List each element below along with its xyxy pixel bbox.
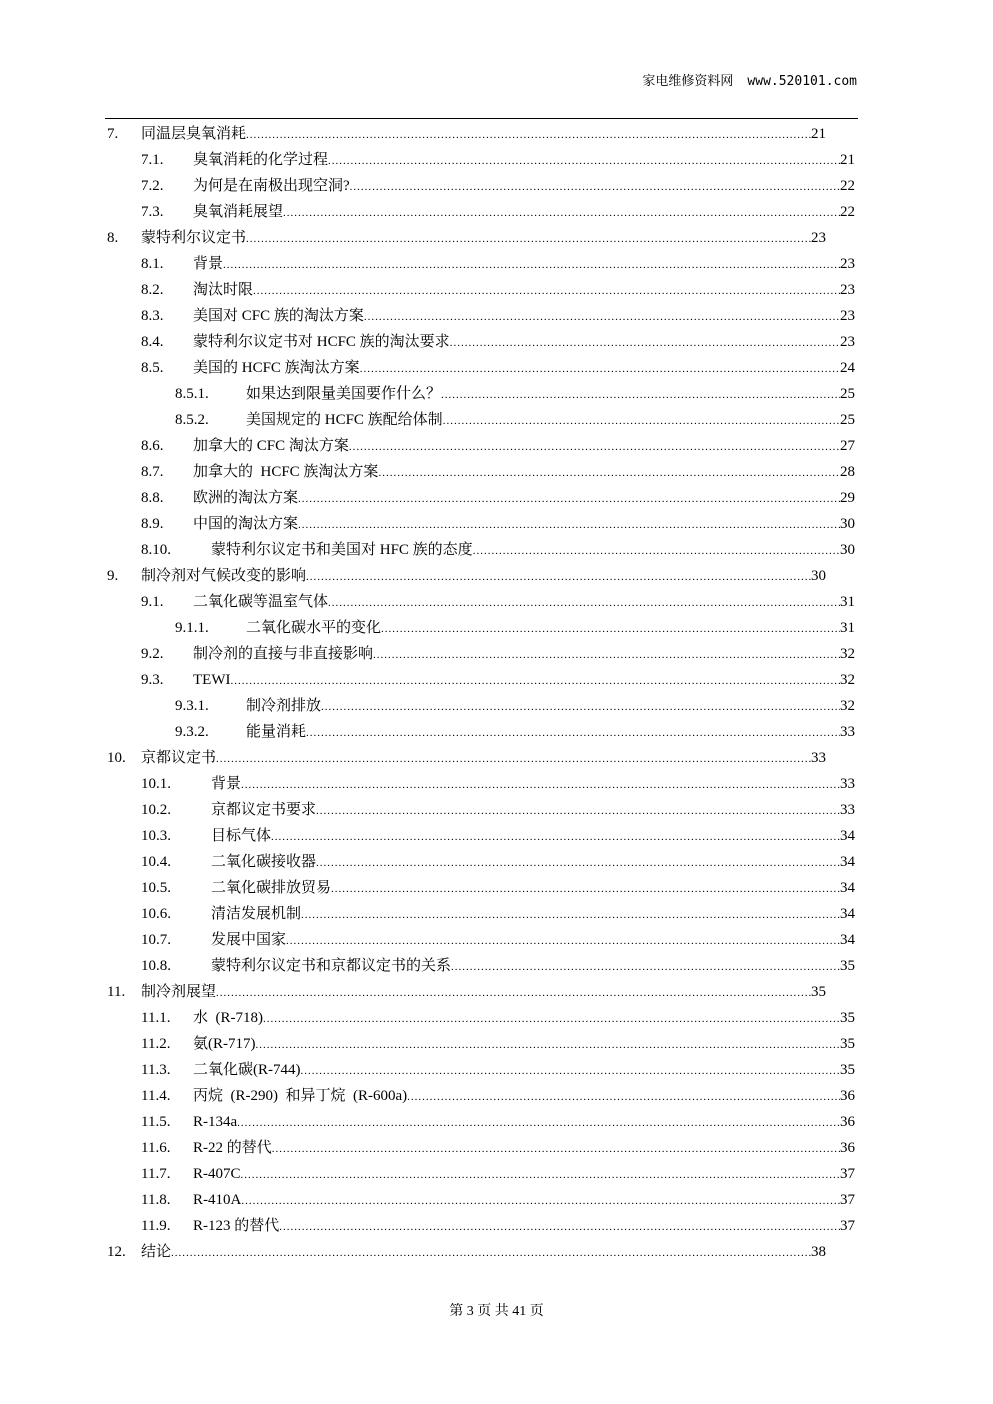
- toc-dot-leader: [450, 330, 840, 356]
- toc-dot-leader: [373, 642, 840, 668]
- toc-entry-title: 目标气体: [211, 828, 272, 844]
- toc-entry[interactable]: [0, 641, 993, 667]
- toc-entry[interactable]: [0, 277, 993, 303]
- toc-entry[interactable]: [0, 953, 993, 979]
- toc-entry-number: 9.1.: [141, 594, 164, 610]
- toc-dot-leader: [316, 850, 840, 876]
- toc-entry-number: 9.3.2.: [175, 724, 209, 740]
- toc-entry-page: 30: [840, 516, 855, 532]
- toc-dot-leader: [246, 226, 811, 252]
- toc-entry-title: 二氧化碳(R-744): [193, 1062, 301, 1078]
- toc-entry[interactable]: [0, 303, 993, 329]
- toc-entry[interactable]: [0, 251, 993, 277]
- toc-dot-leader: [328, 148, 840, 174]
- toc-entry-page: 31: [840, 594, 855, 610]
- toc-entry[interactable]: [0, 433, 993, 459]
- toc-entry-number: 9.1.1.: [175, 620, 209, 636]
- toc-entry-number: 9.: [107, 568, 119, 584]
- toc-entry-number: 11.7.: [141, 1166, 171, 1182]
- toc-entry-number: 8.8.: [141, 490, 164, 506]
- toc-entry[interactable]: [0, 537, 993, 563]
- toc-entry-title: 制冷剂展望: [141, 984, 217, 1000]
- toc-entry-page: 23: [811, 230, 826, 246]
- toc-entry-number: 8.5.: [141, 360, 164, 376]
- toc-entry-number: 8.9.: [141, 516, 164, 532]
- toc-entry[interactable]: [0, 615, 993, 641]
- toc-entry[interactable]: [0, 1005, 993, 1031]
- toc-entry-page: 23: [840, 308, 855, 324]
- toc-entry[interactable]: [0, 1083, 993, 1109]
- toc-dot-leader: [253, 278, 840, 304]
- page-header: [105, 70, 857, 96]
- toc-entry-number: 8.3.: [141, 308, 164, 324]
- toc-entry-number: 11.: [107, 984, 126, 1000]
- toc-dot-leader: [364, 304, 840, 330]
- page-footer: 第 3 页 共 41 页: [449, 1304, 544, 1319]
- toc-dot-leader: [331, 876, 840, 902]
- toc-entry-title: 能量消耗: [246, 724, 307, 740]
- toc-dot-leader: [441, 382, 840, 408]
- toc-entry-page: 38: [811, 1244, 826, 1260]
- toc-entry-title: 欧洲的淘汰方案: [193, 490, 299, 506]
- toc-dot-leader: [301, 902, 840, 928]
- toc-entry-number: 10.7.: [141, 932, 171, 948]
- toc-entry[interactable]: [0, 667, 993, 693]
- toc-entry-page: 35: [840, 1036, 855, 1052]
- toc-entry[interactable]: [0, 745, 993, 771]
- toc-dot-leader: [230, 668, 840, 694]
- toc-entry-title: 如果达到限量美国要作什么？: [246, 386, 442, 402]
- toc-entry-page: 29: [840, 490, 855, 506]
- toc-entry[interactable]: [0, 875, 993, 901]
- toc-entry[interactable]: [0, 485, 993, 511]
- toc-entry-number: 7.2.: [141, 178, 164, 194]
- toc-entry[interactable]: [0, 1057, 993, 1083]
- toc-entry[interactable]: [0, 355, 993, 381]
- toc-entry-title: 中国的淘汰方案: [193, 516, 299, 532]
- toc-dot-leader: [407, 1084, 840, 1110]
- toc-entry-number: 9.3.: [141, 672, 164, 688]
- toc-entry[interactable]: [0, 381, 993, 407]
- toc-entry[interactable]: [0, 979, 993, 1005]
- toc-entry-title: R-123 的替代: [193, 1218, 280, 1234]
- toc-entry-number: 11.1.: [141, 1010, 171, 1026]
- toc-entry-number: 11.2.: [141, 1036, 171, 1052]
- toc-entry-title: 蒙特利尔议定书和美国对 HFC 族的态度: [211, 542, 473, 558]
- toc-entry-page: 22: [840, 178, 855, 194]
- toc-dot-leader: [328, 590, 840, 616]
- toc-dot-leader: [241, 1188, 840, 1214]
- toc-dot-leader: [360, 356, 840, 382]
- toc-entry-number: 8.: [107, 230, 119, 246]
- toc-entry-page: 31: [840, 620, 855, 636]
- toc-entry-number: 11.6.: [141, 1140, 171, 1156]
- toc-dot-leader: [451, 954, 840, 980]
- toc-entry-number: 8.10.: [141, 542, 171, 558]
- toc-entry-title: R-407C: [193, 1166, 241, 1182]
- toc-entry-page: 32: [840, 646, 855, 662]
- toc-entry-number: 8.2.: [141, 282, 164, 298]
- toc-entry-page: 33: [840, 724, 855, 740]
- header-divider: [105, 118, 858, 119]
- toc-entry-number: 11.8.: [141, 1192, 171, 1208]
- toc-entry-title: R-22 的替代: [193, 1140, 272, 1156]
- toc-entry-page: 34: [840, 854, 855, 870]
- toc-entry-title: 丙烷 (R-290) 和异丁烷 (R-600a): [193, 1088, 408, 1104]
- toc-entry-page: 35: [840, 1010, 855, 1026]
- toc-entry-page: 33: [811, 750, 826, 766]
- toc-entry-page: 21: [840, 152, 855, 168]
- toc-entry-number: 8.4.: [141, 334, 164, 350]
- toc-entry-number: 12.: [107, 1244, 126, 1260]
- toc-dot-leader: [298, 512, 840, 538]
- toc-entry-page: 32: [840, 698, 855, 714]
- toc-entry-number: 8.7.: [141, 464, 164, 480]
- toc-entry-title: 美国对 CFC 族的淘汰方案: [193, 308, 364, 324]
- toc-dot-leader: [349, 434, 840, 460]
- toc-entry-page: 25: [840, 386, 855, 402]
- toc-entry-title: 加拿大的 HCFC 族淘汰方案: [193, 464, 379, 480]
- toc-entry[interactable]: [0, 329, 993, 355]
- toc-entry[interactable]: [0, 797, 993, 823]
- toc-entry-title: 加拿大的 CFC 淘汰方案: [193, 438, 349, 454]
- toc-entry-page: 27: [840, 438, 855, 454]
- header-site-url[interactable]: www.520101.com: [747, 74, 857, 89]
- toc-dot-leader: [216, 980, 811, 1006]
- toc-entry[interactable]: [0, 1239, 993, 1265]
- toc-dot-leader: [321, 694, 840, 720]
- toc-entry-page: 34: [840, 906, 855, 922]
- toc-entry-page: 30: [811, 568, 826, 584]
- toc-dot-leader: [350, 174, 840, 200]
- toc-entry-page: 30: [840, 542, 855, 558]
- toc-dot-leader: [443, 408, 840, 434]
- toc-entry-title: 结论: [141, 1244, 172, 1260]
- toc-dot-leader: [473, 538, 840, 564]
- toc-entry-number: 10.3.: [141, 828, 171, 844]
- toc-entry-title: 蒙特利尔议定书: [141, 230, 247, 246]
- toc-entry-number: 7.3.: [141, 204, 164, 220]
- toc-entry-page: 23: [840, 256, 855, 272]
- toc-dot-leader: [283, 200, 840, 226]
- toc-entry-title: 制冷剂排放: [246, 698, 322, 714]
- toc-entry-page: 36: [840, 1140, 855, 1156]
- toc-entry-number: 11.9.: [141, 1218, 171, 1234]
- toc-entry[interactable]: [0, 1031, 993, 1057]
- toc-entry-title: 臭氧消耗的化学过程: [193, 152, 329, 168]
- toc-entry-number: 10.: [107, 750, 126, 766]
- toc-entry-page: 35: [811, 984, 826, 1000]
- toc-entry-title: 背景: [211, 776, 242, 792]
- toc-entry-page: 32: [840, 672, 855, 688]
- toc-entry[interactable]: [0, 1187, 993, 1213]
- toc-entry-page: 37: [840, 1218, 855, 1234]
- toc-entry-title: 美国的 HCFC 族淘汰方案: [193, 360, 360, 376]
- toc-entry-page: 34: [840, 932, 855, 948]
- toc-entry-number: 8.5.1.: [175, 386, 209, 402]
- toc-dot-leader: [381, 616, 840, 642]
- toc-dot-leader: [298, 486, 840, 512]
- toc-entry-title: 氨(R-717): [193, 1036, 256, 1052]
- toc-entry[interactable]: [0, 511, 993, 537]
- toc-entry-page: 33: [840, 776, 855, 792]
- toc-entry-title: 为何是在南极出现空洞?: [193, 178, 350, 194]
- toc-entry-page: 36: [840, 1088, 855, 1104]
- toc-entry-page: 37: [840, 1166, 855, 1182]
- toc-entry-number: 10.2.: [141, 802, 171, 818]
- toc-entry-number: 11.5.: [141, 1114, 171, 1130]
- toc-entry-title: R-410A: [193, 1192, 242, 1208]
- toc-dot-leader: [316, 798, 840, 824]
- toc-entry-number: 9.3.1.: [175, 698, 209, 714]
- toc-entry-number: 10.1.: [141, 776, 171, 792]
- toc-entry-title: TEWI: [193, 672, 231, 688]
- toc-entry-title: 美国规定的 HCFC 族配给体制: [246, 412, 443, 428]
- toc-entry-title: R-134a: [193, 1114, 238, 1130]
- toc-entry-page: 28: [840, 464, 855, 480]
- toc-dot-leader: [301, 1058, 841, 1084]
- toc-dot-leader: [279, 1214, 840, 1240]
- toc-entry[interactable]: [0, 459, 993, 485]
- toc-entry-page: 24: [840, 360, 855, 376]
- toc-entry-page: 34: [840, 880, 855, 896]
- toc-entry-page: 35: [840, 1062, 855, 1078]
- toc-entry[interactable]: [0, 225, 993, 251]
- toc-entry[interactable]: [0, 719, 993, 745]
- toc-dot-leader: [306, 564, 811, 590]
- toc-entry-page: 23: [840, 334, 855, 350]
- toc-entry-title: 京都议定书要求: [211, 802, 317, 818]
- toc-entry-number: 9.2.: [141, 646, 164, 662]
- toc-entry[interactable]: [0, 1135, 993, 1161]
- toc-entry-title: 臭氧消耗展望: [193, 204, 284, 220]
- header-site-name: 家电维修资料网: [642, 74, 734, 89]
- toc-entry-title: 二氧化碳排放贸易: [211, 880, 332, 896]
- toc-entry-number: 10.4.: [141, 854, 171, 870]
- toc-entry[interactable]: [0, 823, 993, 849]
- toc-entry[interactable]: [0, 199, 993, 225]
- toc-entry-title: 水 (R-718): [193, 1010, 263, 1026]
- toc-entry-page: 23: [840, 282, 855, 298]
- toc-dot-leader: [286, 928, 840, 954]
- toc-entry[interactable]: [0, 121, 993, 147]
- toc-entry-page: 21: [811, 126, 826, 142]
- toc-entry[interactable]: [0, 1213, 993, 1239]
- toc-entry-number: 10.6.: [141, 906, 171, 922]
- toc-dot-leader: [246, 122, 811, 148]
- toc-entry-title: 蒙特利尔议定书对 HCFC 族的淘汰要求: [193, 334, 450, 350]
- toc-entry[interactable]: [0, 901, 993, 927]
- toc-dot-leader: [223, 252, 840, 278]
- toc-entry-number: 7.: [107, 126, 119, 142]
- toc-entry-number: 8.6.: [141, 438, 164, 454]
- toc-entry-title: 制冷剂对气候改变的影响: [141, 568, 307, 584]
- toc-entry-number: 11.4.: [141, 1088, 171, 1104]
- toc-entry-number: 7.1.: [141, 152, 164, 168]
- toc-entry-title: 淘汰时限: [193, 282, 254, 298]
- toc-entry[interactable]: [0, 173, 993, 199]
- toc-entry[interactable]: [0, 1109, 993, 1135]
- toc-entry[interactable]: [0, 407, 993, 433]
- toc-entry[interactable]: [0, 147, 993, 173]
- toc-dot-leader: [256, 1032, 841, 1058]
- toc-entry-title: 二氧化碳接收器: [211, 854, 317, 870]
- toc-entry-number: 10.8.: [141, 958, 171, 974]
- toc-entry-title: 发展中国家: [211, 932, 287, 948]
- toc-dot-leader: [241, 772, 840, 798]
- toc-dot-leader: [237, 1110, 840, 1136]
- toc-dot-leader: [306, 720, 840, 746]
- toc-dot-leader: [171, 1240, 811, 1266]
- toc-entry[interactable]: [0, 693, 993, 719]
- toc-entry-page: 22: [840, 204, 855, 220]
- toc-entry-number: 11.3.: [141, 1062, 171, 1078]
- toc-entry-number: 8.5.2.: [175, 412, 209, 428]
- toc-entry-title: 制冷剂的直接与非直接影响: [193, 646, 374, 662]
- toc-entry-title: 背景: [193, 256, 224, 272]
- toc-entry-page: 37: [840, 1192, 855, 1208]
- toc-dot-leader: [241, 1162, 840, 1188]
- toc-entry-page: 36: [840, 1114, 855, 1130]
- toc-entry-number: 8.1.: [141, 256, 164, 272]
- toc-dot-leader: [216, 746, 811, 772]
- toc-entry-number: 10.5.: [141, 880, 171, 896]
- toc-entry-title: 二氧化碳等温室气体: [193, 594, 329, 610]
- toc-dot-leader: [272, 1136, 840, 1162]
- toc-entry-title: 京都议定书: [141, 750, 217, 766]
- toc-dot-leader: [378, 460, 840, 486]
- toc-entry-title: 二氧化碳水平的变化: [246, 620, 382, 636]
- toc-entry-title: 蒙特利尔议定书和京都议定书的关系: [211, 958, 452, 974]
- toc-entry[interactable]: [0, 589, 993, 615]
- toc-entry[interactable]: [0, 563, 993, 589]
- toc-entry[interactable]: [0, 771, 993, 797]
- toc-entry-page: 25: [840, 412, 855, 428]
- toc-dot-leader: [271, 824, 840, 850]
- toc-entry-title: 清洁发展机制: [211, 906, 302, 922]
- toc-entry[interactable]: [0, 927, 993, 953]
- toc-entry-title: 同温层臭氧消耗: [141, 126, 247, 142]
- toc-entry-page: 35: [840, 958, 855, 974]
- toc-entry[interactable]: [0, 1161, 993, 1187]
- toc-dot-leader: [263, 1006, 840, 1032]
- toc-entry-page: 34: [840, 828, 855, 844]
- toc-entry-page: 33: [840, 802, 855, 818]
- toc-entry[interactable]: [0, 849, 993, 875]
